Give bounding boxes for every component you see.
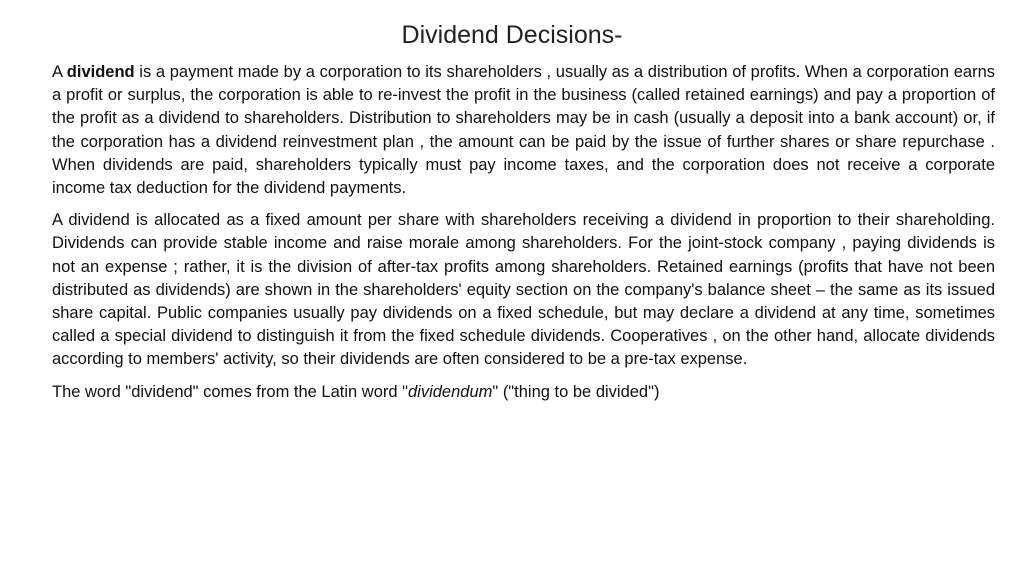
slide-body [52, 61, 995, 413]
term-dividend: dividend [66, 63, 135, 81]
latin-term: dividendum [407, 382, 493, 401]
paragraph-etymology-rest: " ("thing to be divided") [492, 382, 660, 401]
slide-title: Dividend Decisions- [401, 21, 623, 49]
paragraph-definition-lead: A [52, 63, 67, 81]
paragraph-etymology-lead: The word "dividend" comes from the Latin word " [52, 382, 408, 401]
paragraph-definition-rest: is a payment made by a corporation to its shareholders , usually as a distribution of profits. When a corporation earns a profit or surplus, the corporation is able to re-invest the profit in the business (called retained earnings) and pay a proportion of the profit as a dividend to shareholders. Distribution to shareholders may be in cash (usually a deposit into a bank account) or, if the corporation has a dividend reinvestment plan , the amount can be paid by the issue of further shares or share repurchase . When dividends are paid, shareholders typically must pay income taxes, and the corporation does not receive a corporate income tax deduction for the dividend payments. [52, 63, 995, 198]
paragraph-etymology [52, 381, 995, 404]
paragraph-allocation: A dividend is allocated as a fixed amount per share with shareholders receiving a dividend in proportion to their shareholding. Dividends can provide stable income and raise morale among shareholders. For the joint-stock company , paying dividends is not an expense ; rather, it is the division of after-tax profits among shareholders. Retained earnings (profits that have not been distributed as dividends) are shown in the shareholders' equity section on the company's balance sheet – the same as its issued share capital. Public companies usually pay dividends on a fixed schedule, but may declare a dividend at any time, sometimes called a special dividend to distinguish it from the fixed schedule dividends. Cooperatives , on the other hand, allocate dividends according to members' activity, so their dividends are often considered to be a pre-tax expense. [52, 211, 995, 369]
paragraph-definition [52, 61, 995, 200]
